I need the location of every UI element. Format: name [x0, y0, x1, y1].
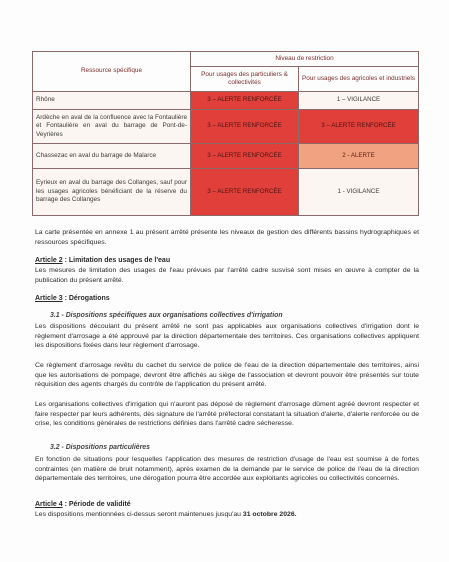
- article-4-label: Article 4: [35, 501, 63, 508]
- level-cell: 2 - ALERTE: [299, 144, 419, 169]
- table-row: [33, 92, 419, 110]
- level-cell: 1 – VIGILANCE: [299, 92, 419, 110]
- level-cell: 3 – ALERTE RENFORCÉE: [299, 110, 419, 144]
- level-cell: 1 - VIGILANCE: [299, 169, 419, 216]
- table-row: [33, 110, 419, 144]
- article-4-title: : Période de validité: [62, 501, 131, 508]
- table-header-row: [33, 52, 419, 67]
- restriction-table: [32, 51, 419, 216]
- header-usage-particuliers: Pour usages des particuliers & collectivités: [191, 67, 299, 92]
- section-3-1-p3: Les organisations collectives d'irrigation qui n'auront pas déposé de règlement d'arrosage dûment agréé devront respecter et faire respecter par leurs adhérents, dès signature de l'arrêté préfectoral constatant la situation d'alerte, d'alerte renforcée ou de crise, les conditions générales de restrictions définies dans l'arrêté cadre sécheresse.: [35, 401, 419, 428]
- header-usage-agricoles: Pour usages des agricoles et industriels: [299, 67, 419, 92]
- table-row: [33, 144, 419, 169]
- article-2-label: Article 2: [35, 257, 63, 264]
- section-3-2-p: En fonction de situations pour lesquelles l'application des mesures de restriction d'usage de l'eau est soumise à de fortes contraintes (en matière de bruit notamment), après examen de la demande par le service de police de l'eau de la direction départementale des territoires, une dérogation pourra être accordée aux exploitants agricoles ou collectivités concernés.: [35, 456, 419, 483]
- level-cell: 3 – ALERTE RENFORCÉE: [191, 169, 299, 216]
- resource-cell: Rhône: [33, 92, 191, 110]
- article-2-text: Les mesures de limitation des usages de l'eau prévues par l'arrêté cadre susvisé sont mises en œuvre à compter de la publication du présent arrêté.: [35, 267, 419, 284]
- section-3-1-p1: Les dispositions découlant du présent arrêté ne sont pas applicables aux organisations collectives d'irrigation dont le règlement d'arrosage a été approuvé par la direction départementale des territoires. Ces organisations collectives appliquent les dispositions fixées dans leur règlement d'arrosage.: [35, 323, 419, 350]
- article-4-heading: [35, 500, 131, 509]
- article-4-text: [35, 510, 419, 520]
- article-3-label: Article 3: [35, 295, 63, 302]
- header-resource: Ressource spécifique: [33, 52, 191, 92]
- header-level: Niveau de restriction: [191, 52, 419, 67]
- section-3-1-p2: Ce règlement d'arrosage revêtu du cachet du service de police de l'eau de la direction départementale des territoires, ainsi que les autorisations de pompage, devront être affichés au siège de l'association et devront pouvoir être présentés sur toute réquisition des agents chargés du contrôle de l'application du présent arrêté.: [35, 362, 419, 389]
- article-3-heading: [35, 294, 110, 303]
- resource-cell: Chassezac en aval du barrage de Malarce: [33, 144, 191, 169]
- section-3-2-heading: 3.2 - Dispositions particulières: [50, 444, 150, 451]
- level-cell: 3 – ALERTE RENFORCÉE: [191, 110, 299, 144]
- article-4-sentence: Les dispositions mentionnées ci-dessus seront maintenues jusqu'au: [35, 511, 243, 518]
- level-cell: 3 – ALERTE RENFORCÉE: [191, 144, 299, 169]
- intro-paragraph: La carte présentée en annexe 1 au présent arrêté présente les niveaux de gestion des différents bassins hydrographiques et ressources spécifiques.: [35, 229, 419, 246]
- level-cell: 3 – ALERTE RENFORCÉE: [191, 92, 299, 110]
- validity-date: 31 octobre 2026.: [242, 511, 297, 518]
- section-3-1-heading: 3.1 - Dispositions spécifiques aux organisations collectives d'irrigation: [50, 312, 283, 319]
- article-3-title: : Dérogations: [62, 295, 110, 302]
- article-2-heading: [35, 256, 170, 265]
- table-row: [33, 169, 419, 216]
- article-2-title: : Limitation des usages de l'eau: [62, 257, 171, 264]
- resource-cell: Ardèche en aval de la confluence avec la Fontaulière et Fontaulière en aval du barrage de Pont-de-Veyrières: [33, 110, 191, 144]
- resource-cell: Eyrieux en aval du barrage des Collanges, sauf pour les usages agricoles bénéficiant de la réserve du barrage des Collanges: [33, 169, 191, 216]
